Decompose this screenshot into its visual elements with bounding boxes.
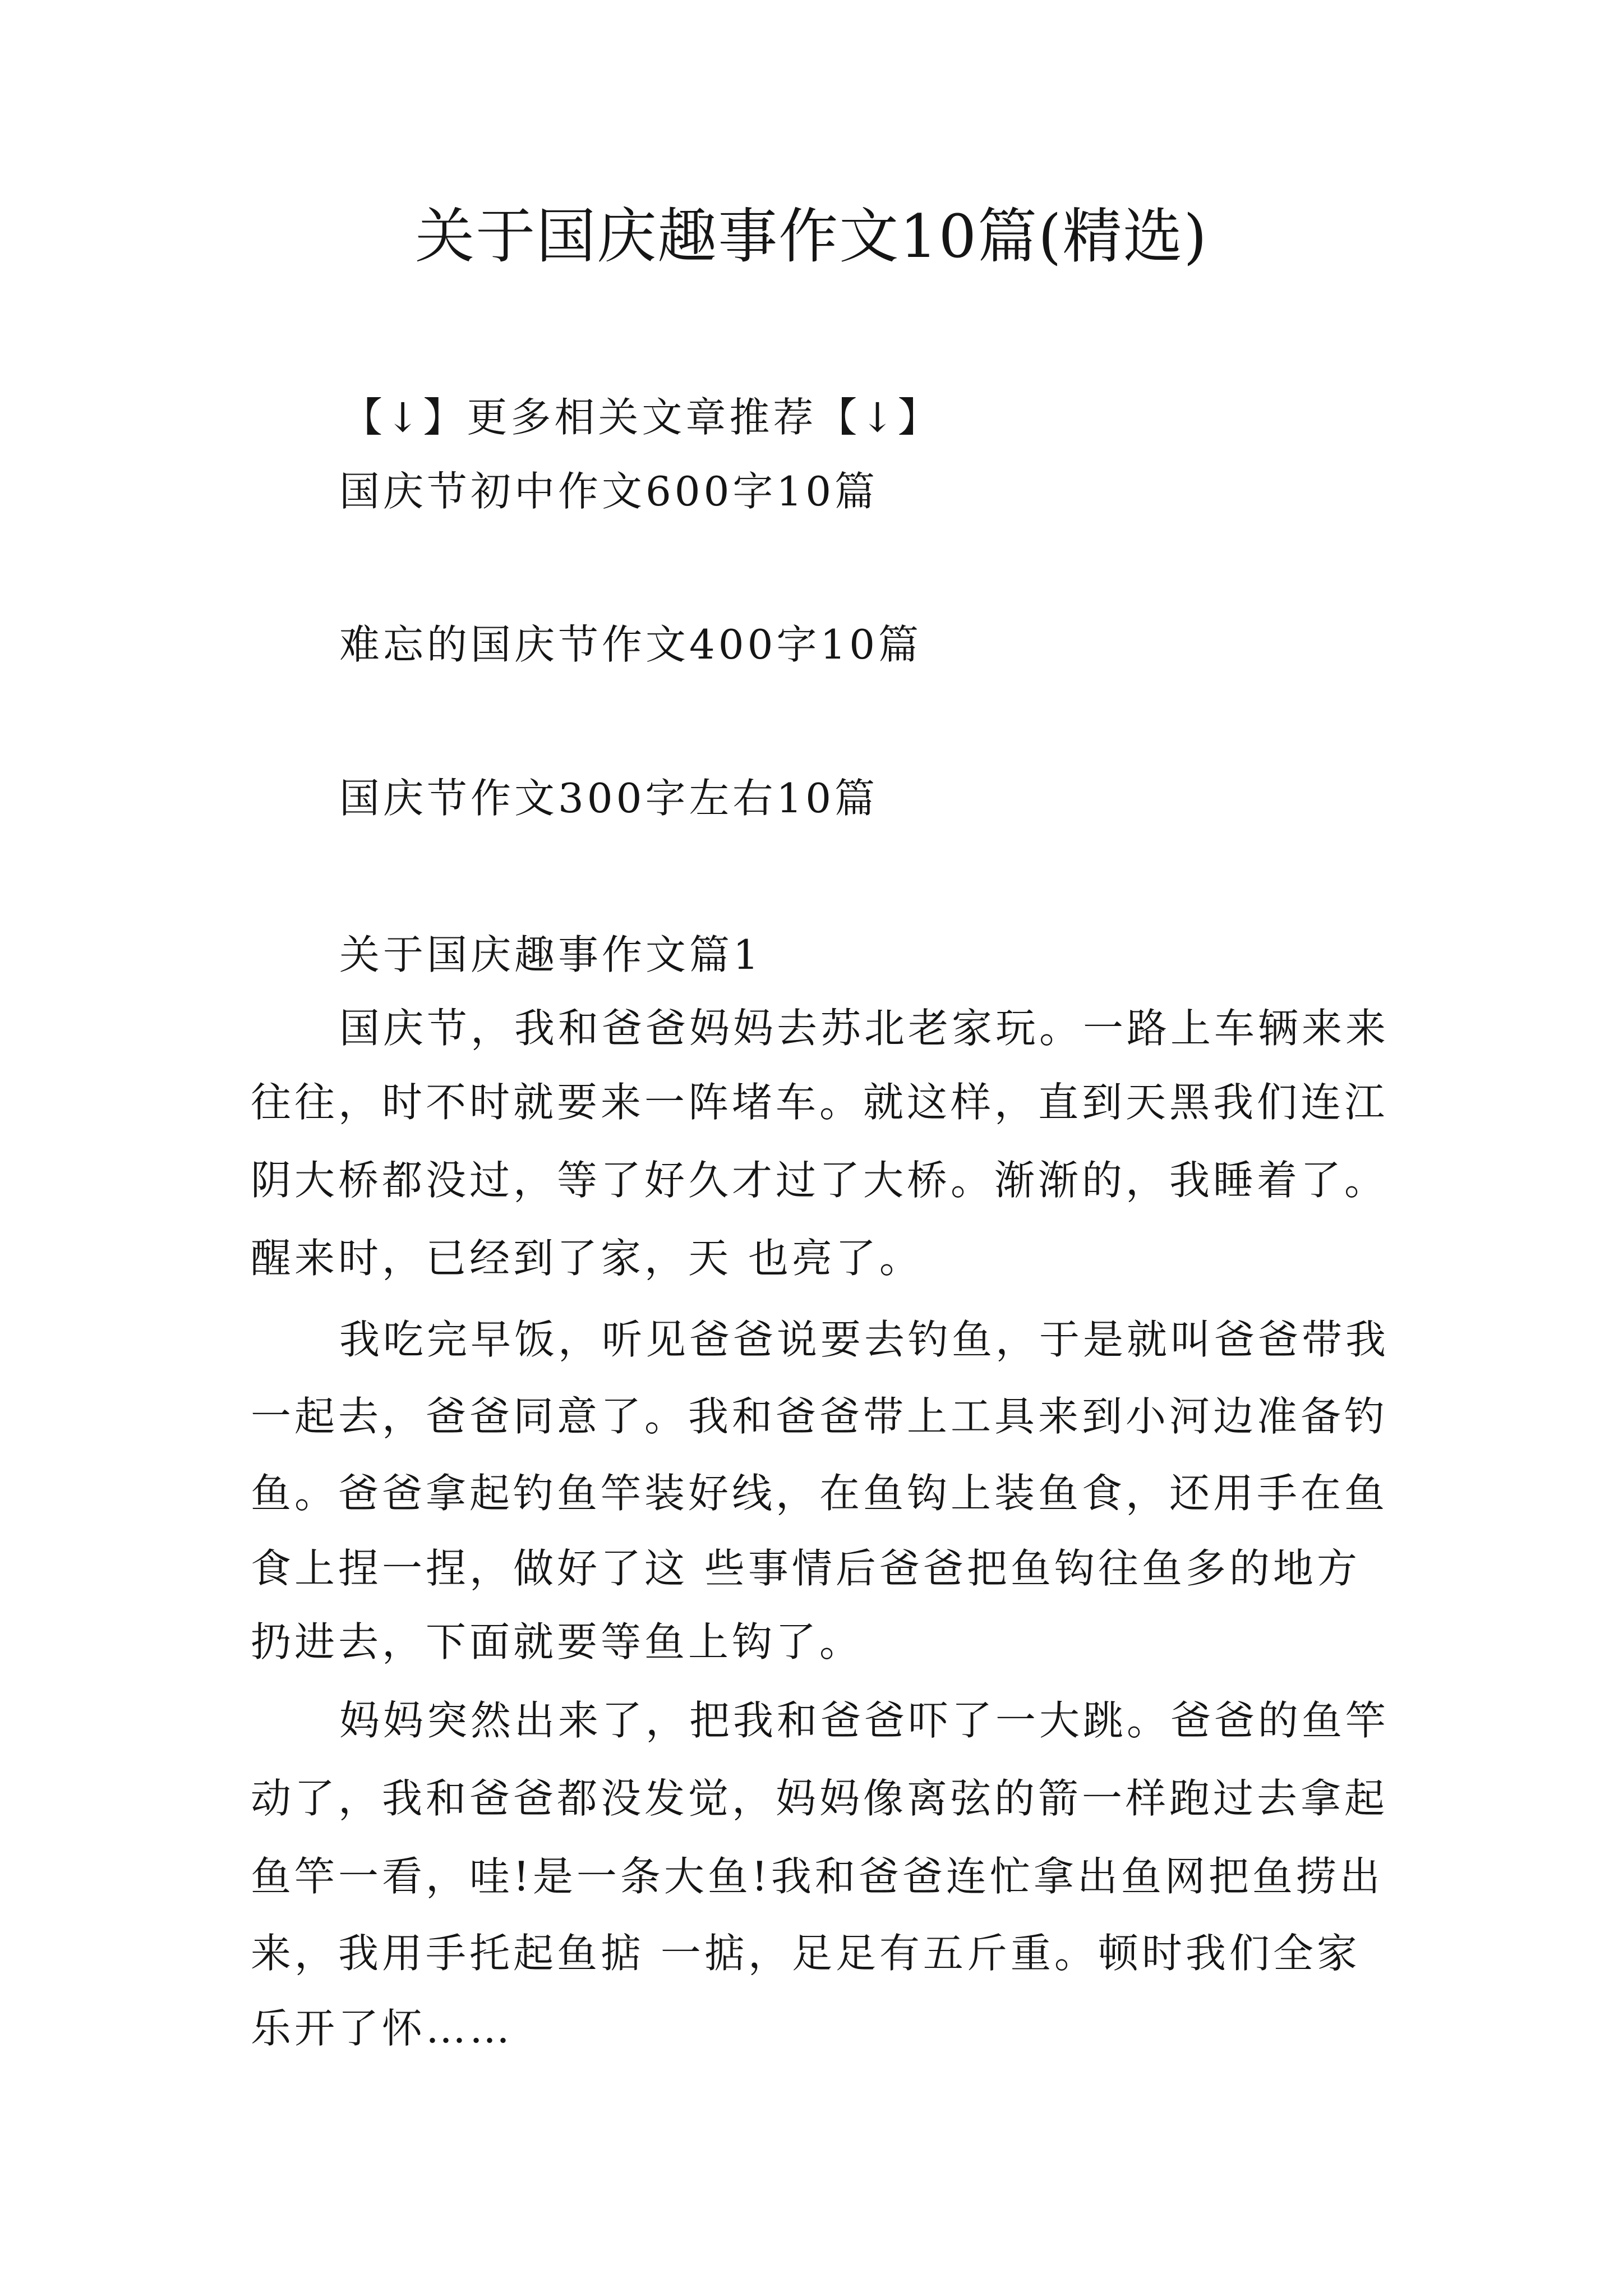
paragraph-1-line: 阴大桥都没过，等了好久才过了大桥。渐渐的，我睡着了。 [251, 1157, 1389, 1204]
paragraph-1-line: 醒来时，已经到了家，天 也亮了。 [251, 1235, 923, 1282]
recommend-link-1[interactable]: 国庆节初中作文600字10篇 [339, 468, 879, 515]
paragraph-3-line: 妈妈突然出来了，把我和爸爸吓了一大跳。爸爸的鱼竿 [339, 1697, 1390, 1744]
paragraph-3-line: 鱼竿一看，哇!是一条大鱼!我和爸爸连忙拿出鱼网把鱼捞出 [251, 1853, 1384, 1900]
document-title: 关于国庆趣事作文10篇(精选) [415, 202, 1208, 271]
paragraph-2-line: 我吃完早饭，听见爸爸说要去钓鱼，于是就叫爸爸带我 [339, 1316, 1390, 1363]
paragraph-3-line: 动了，我和爸爸都没发觉，妈妈像离弦的箭一样跑过去拿起 [251, 1775, 1389, 1822]
recommend-header: 【↓】更多相关文章推荐【↓】 [342, 394, 942, 441]
paragraph-2-line: 鱼。爸爸拿起钓鱼竿装好线，在鱼钩上装鱼食，还用手在鱼 [251, 1470, 1389, 1517]
paragraph-1-line: 往往，时不时就要来一阵堵车。就这样，直到天黑我们连江 [251, 1079, 1389, 1126]
section-heading: 关于国庆趣事作文篇1 [339, 931, 762, 978]
recommend-link-3[interactable]: 国庆节作文300字左右10篇 [339, 775, 879, 822]
paragraph-2-line: 食上捏一捏，做好了这 些事情后爸爸把鱼钩往鱼多的地方 [251, 1545, 1361, 1592]
paragraph-3-line: 乐开了怀…… [251, 2005, 514, 2052]
recommend-link-2[interactable]: 难忘的国庆节作文400字10篇 [339, 621, 923, 668]
paragraph-1-line: 国庆节，我和爸爸妈妈去苏北老家玩。一路上车辆来来 [339, 1005, 1390, 1052]
paragraph-3-line: 来，我用手托起鱼掂 一掂，足足有五斤重。顿时我们全家 [251, 1930, 1361, 1977]
paragraph-2-line: 一起去，爸爸同意了。我和爸爸带上工具来到小河边准备钓 [251, 1393, 1389, 1440]
paragraph-2-line: 扔进去，下面就要等鱼上钩了。 [251, 1618, 864, 1665]
